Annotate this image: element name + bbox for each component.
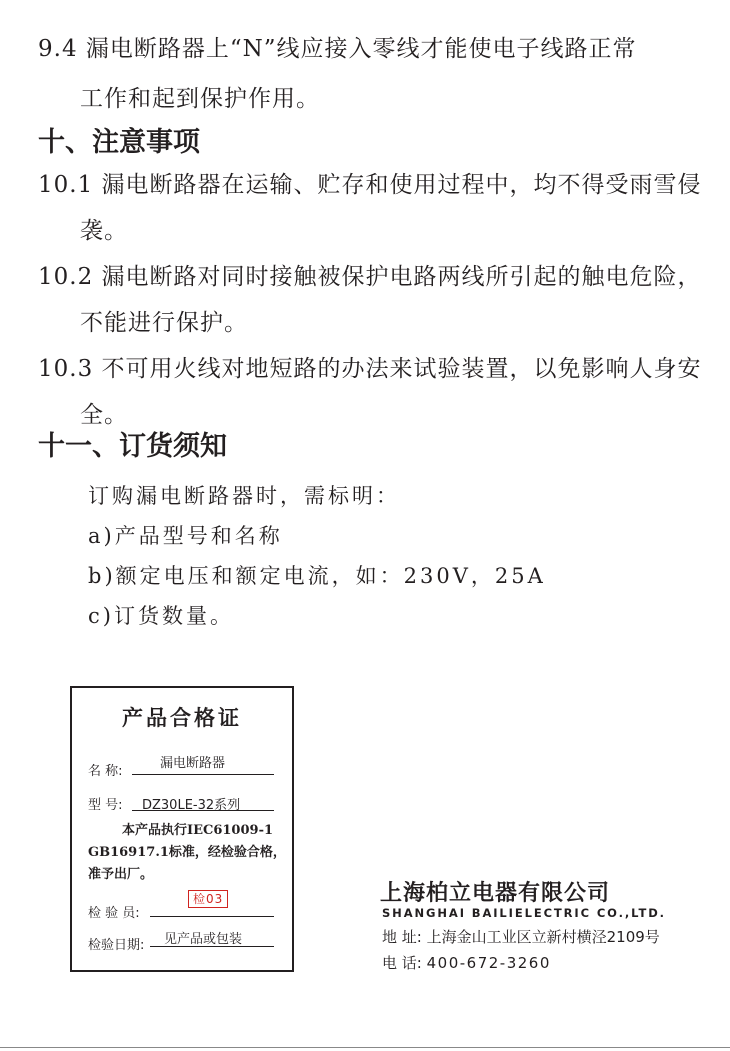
certificate-name-underline (132, 774, 274, 775)
heading-ordering: 十一、订货须知 (38, 431, 227, 462)
certificate-date-underline (150, 946, 274, 947)
certificate-title: 产品合格证 (122, 706, 242, 730)
certificate-name-label: 名 称: (88, 764, 123, 779)
certificate-name-value: 漏电断路器 (160, 756, 226, 771)
certificate-inspector-label: 检 验 员: (88, 906, 140, 921)
certificate-model-label: 型 号: (88, 798, 123, 813)
section-10-3-line2: 全。 (80, 402, 128, 428)
order-item-b: b)额定电压和额定电流，如：230V，25A (88, 564, 546, 588)
company-phone (382, 952, 551, 973)
heading-precautions: 十、注意事项 (38, 127, 200, 158)
phone-label: 电 话: (382, 954, 422, 972)
company-address (382, 926, 660, 947)
address-value: 上海金山工业区立新村横泾2109号 (426, 928, 660, 946)
certificate-date-value: 见产品或包装 (164, 932, 243, 947)
section-9-4-line2: 工作和起到保护作用。 (80, 86, 320, 112)
section-10-3-line1: 10.3 不可用火线对地短路的办法来试验装置，以免影响人身安 (38, 356, 702, 382)
order-intro: 订购漏电断路器时，需标明： (88, 484, 400, 508)
section-10-1-line1: 10.1 漏电断路器在运输、贮存和使用过程中，均不得受雨雪侵 (38, 172, 702, 198)
company-name-cn: 上海柏立电器有限公司 (380, 881, 611, 906)
phone-value: 400-672-3260 (426, 954, 551, 972)
certificate-date-label: 检验日期: (88, 938, 145, 953)
section-10-1-line2: 袭。 (80, 218, 128, 244)
company-name-en: SHANGHAI BAILIELECTRIC CO.,LTD. (382, 906, 666, 920)
certificate-model-underline (132, 810, 274, 811)
certificate-statement-line2: GB16917.1标准，经检验合格， (88, 845, 286, 860)
page-bottom-divider (0, 1047, 730, 1048)
certificate-inspector-underline (150, 916, 274, 917)
address-label: 地 址: (382, 928, 422, 946)
certificate-statement-line3: 准予出厂。 (88, 867, 154, 882)
section-10-2-line1: 10.2 漏电断路对同时接触被保护电路两线所引起的触电危险， (38, 264, 702, 290)
product-certificate (70, 686, 294, 972)
inspector-stamp: 检03 (188, 890, 228, 908)
certificate-statement-line1: 本产品执行IEC61009-1 (122, 823, 274, 838)
section-9-4-line1: 9.4 漏电断路器上“N”线应接入零线才能使电子线路正常 (38, 36, 637, 62)
order-item-a: a)产品型号和名称 (88, 524, 283, 548)
section-10-2-line2: 不能进行保护。 (80, 310, 248, 336)
certificate-model-value: DZ30LE-32系列 (142, 798, 241, 813)
order-item-c: c)订货数量。 (88, 604, 234, 628)
